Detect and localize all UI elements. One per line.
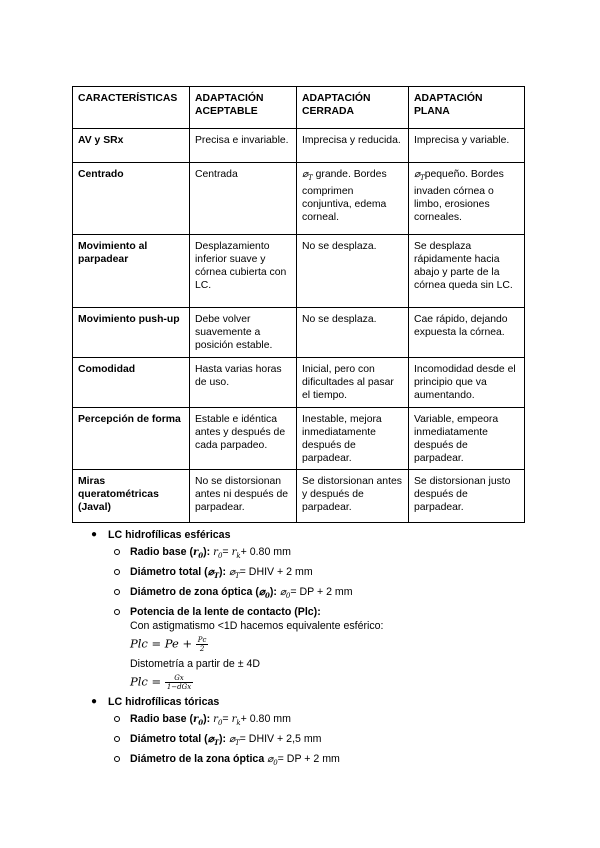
- table-row: [73, 408, 525, 470]
- table-row: [73, 235, 525, 308]
- item-label: Diámetro de zona óptica (: [130, 586, 259, 598]
- diameter-symbol: ⌀: [207, 567, 214, 578]
- math-symbol: r: [231, 547, 237, 558]
- table-cell: [297, 163, 409, 235]
- table-cell: Precisa e invariable.: [190, 129, 297, 163]
- bullet-icon: ●: [91, 529, 98, 540]
- row-label: Movimiento al parpadear: [73, 235, 190, 308]
- list-item: [92, 695, 219, 709]
- list-item: Diámetro total $(⌀_T)$: $⌀_T=$ DHIV + 2 mm: [130, 565, 313, 583]
- row-label: Comodidad: [73, 358, 190, 408]
- table-cell: Centrada: [190, 163, 297, 235]
- table-cell: Desplazamiento inferior suave y córnea cubierta con LC.: [190, 235, 297, 308]
- math-symbol: r: [193, 547, 199, 558]
- symbol-subscript: 0: [264, 591, 270, 600]
- table-cell: Cae rápido, dejando expuesta la córnea.: [409, 308, 525, 358]
- table-cell: No se desplaza.: [297, 235, 409, 308]
- section-title: LC hidrofílicas tóricas: [108, 696, 220, 708]
- circle-bullet-icon: [114, 569, 120, 575]
- row-label: AV y SRx: [73, 129, 190, 163]
- fraction-denominator: 1−dGx: [166, 683, 192, 691]
- symbol-subscript: 0: [217, 719, 223, 727]
- fraction: [165, 674, 193, 691]
- symbol-subscript: T: [213, 738, 219, 747]
- table-cell: Variable, empeora inmediatamente después de parpadear.: [409, 408, 525, 470]
- symbol-subscript: 0: [198, 551, 204, 560]
- formula-plc-equivalente: [130, 636, 208, 653]
- circle-bullet-icon: [114, 736, 120, 742]
- item-label: Diámetro total (: [130, 566, 208, 578]
- distometry-text: Distometría a partir de ± 4D: [130, 658, 261, 670]
- table-cell: No se desplaza.: [297, 308, 409, 358]
- math-symbol: r: [231, 714, 237, 725]
- item-value: + 0.80 mm: [240, 713, 291, 725]
- table-cell: Estable e idéntica antes y después de cada parpadeo.: [190, 408, 297, 470]
- table-row: [73, 129, 525, 163]
- item-label: Radio base (: [130, 713, 193, 725]
- table-cell: Se desplaza rápidamente hacia abajo y parte de la córnea queda sin LC.: [409, 235, 525, 308]
- table-cell: Inicial, pero con dificultades al pasar el tiempo.: [297, 358, 409, 408]
- table-row: [73, 358, 525, 408]
- fraction-numerator: Pc: [197, 636, 207, 644]
- item-label: Diámetro total (: [130, 733, 208, 745]
- table-cell: Incomodidad desde el principio que va aumentando.: [409, 358, 525, 408]
- row-label: Miras queratométricas (Javal): [73, 470, 190, 523]
- row-label: Centrado: [73, 163, 190, 235]
- diameter-symbol: ⌀: [279, 587, 286, 598]
- list-item: [92, 528, 230, 542]
- diameter-symbol: ⌀: [207, 734, 214, 745]
- math-symbol: r: [213, 547, 218, 558]
- astigmatism-text: Con astigmatismo <1D hacemos equivalente esférico:: [130, 620, 384, 632]
- row-label: Percepción de forma: [73, 408, 190, 470]
- item-value: = DHIV + 2,5 mm: [239, 733, 322, 745]
- diameter-symbol: ⌀: [414, 169, 421, 180]
- item-value: = DHIV + 2 mm: [239, 566, 313, 578]
- item-value: = DP + 2 mm: [290, 586, 353, 598]
- symbol-subscript: 0: [217, 552, 223, 560]
- formula-plc-distometria: [130, 674, 193, 691]
- section-title: LC hidrofílicas esféricas: [108, 529, 231, 541]
- circle-bullet-icon: [114, 549, 120, 555]
- diameter-symbol: ⌀: [228, 734, 235, 745]
- item-label: Diámetro de la zona óptica: [130, 753, 265, 765]
- cell-text: grande. Bordes comprimen conjuntiva, edema corneal.: [302, 169, 387, 223]
- fraction-numerator: Gx: [165, 674, 193, 683]
- formula-lhs: Plc = Pe +: [130, 636, 193, 651]
- symbol-subscript: 0: [285, 592, 291, 600]
- symbol-subscript: 0: [198, 718, 204, 727]
- fraction-denominator: 2: [199, 645, 205, 653]
- list-item: Radio base $(r_0)$: $r_0= r_k+ 0.80$ mm: [130, 545, 291, 563]
- diameter-symbol: ⌀: [302, 169, 309, 180]
- list-item: [130, 752, 340, 770]
- symbol-subscript: T: [420, 174, 425, 182]
- table-cell: Imprecisa y reducida.: [297, 129, 409, 163]
- table-cell: Imprecisa y variable.: [409, 129, 525, 163]
- circle-bullet-icon: [114, 609, 120, 615]
- symbol-subscript: 0: [273, 759, 278, 767]
- list-item: [130, 605, 321, 619]
- table-header: ADAPTACIÓN PLANA: [409, 87, 525, 129]
- diameter-symbol: ⌀: [228, 567, 235, 578]
- table-row: [73, 308, 525, 358]
- table-row: [73, 163, 525, 235]
- symbol-subscript: T: [235, 739, 240, 747]
- circle-bullet-icon: [114, 756, 120, 762]
- item-value: + 0.80 mm: [240, 546, 291, 558]
- math-symbol: r: [193, 714, 199, 725]
- symbol-subscript: T: [308, 174, 313, 182]
- circle-bullet-icon: [114, 716, 120, 722]
- bullet-icon: ●: [91, 696, 98, 707]
- cell-text: pequeño. Bordes invaden córnea o limbo, erosiones corneales.: [414, 169, 504, 223]
- item-label: Radio base (: [130, 546, 193, 558]
- table-header: ADAPTACIÓN CERRADA: [297, 87, 409, 129]
- symbol-subscript: T: [235, 572, 240, 580]
- table-cell: Hasta varias horas de uso.: [190, 358, 297, 408]
- table-cell: Inestable, mejora inmediatamente después de parpadear.: [297, 408, 409, 470]
- table-cell: No se distorsionan antes ni después de parpadear.: [190, 470, 297, 523]
- symbol-subscript: k: [236, 552, 241, 560]
- math-symbol: r: [213, 714, 218, 725]
- table-cell: Debe volver suavemente a posición estable.: [190, 308, 297, 358]
- item-label: Potencia de la lente de contacto (Plc):: [130, 606, 321, 618]
- symbol-subscript: T: [213, 571, 219, 580]
- table-header: CARACTERÍSTICAS: [73, 87, 190, 129]
- table-header: ADAPTACIÓN ACEPTABLE: [190, 87, 297, 129]
- table-header-row: [73, 87, 525, 129]
- row-label: Movimiento push-up: [73, 308, 190, 358]
- list-item: Diámetro total $(⌀_T)$: $⌀_T=$ DHIV + 2,5 mm: [130, 732, 322, 750]
- symbol-subscript: k: [236, 719, 241, 727]
- item-value: = DP + 2 mm: [277, 753, 340, 765]
- table-cell: Se distorsionan justo después de parpadear.: [409, 470, 525, 523]
- circle-bullet-icon: [114, 589, 120, 595]
- formula-lhs: Plc =: [130, 674, 162, 689]
- list-item: Diámetro de zona óptica $(⌀_0)$: $⌀_0=$ DP + 2 mm: [130, 585, 353, 603]
- table-row: [73, 470, 525, 523]
- fraction: [196, 636, 209, 653]
- table-cell: [409, 163, 525, 235]
- adaptation-table: [72, 86, 525, 523]
- list-item: Radio base $(r_0)$: $r_0= r_k+ 0.80$ mm: [130, 712, 291, 730]
- diameter-symbol: ⌀: [258, 587, 265, 598]
- table-cell: Se distorsionan antes y después de parpadear.: [297, 470, 409, 523]
- diameter-symbol: ⌀: [267, 754, 274, 765]
